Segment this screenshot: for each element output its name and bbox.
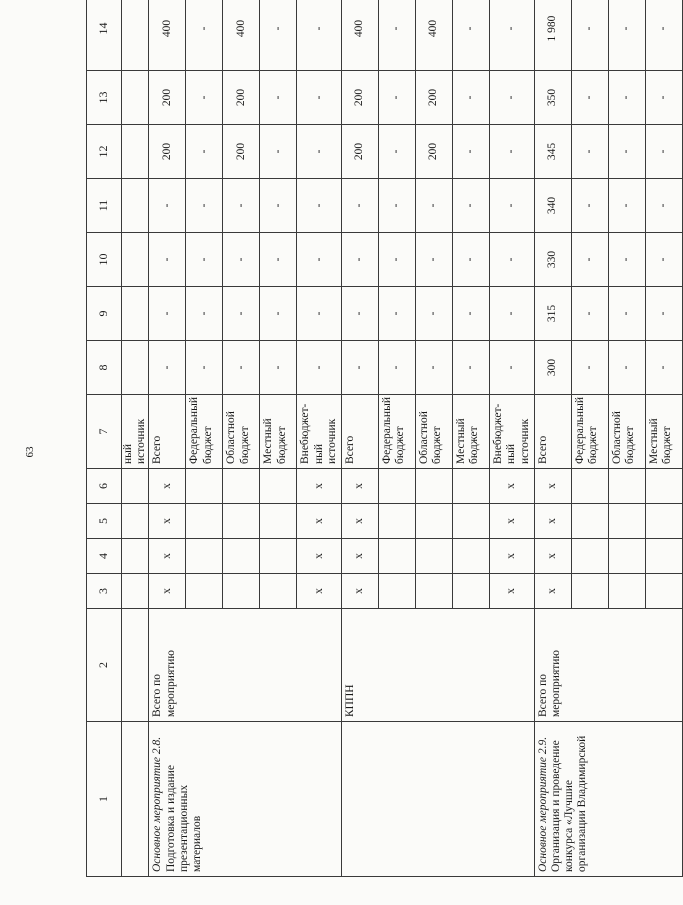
mark-cell: x (534, 504, 571, 539)
value-cell: - (571, 125, 608, 179)
continuation-row (122, 0, 149, 877)
value-cell: - (453, 287, 490, 341)
value-cell: - (608, 341, 645, 395)
value-cell: - (379, 179, 416, 233)
source-label: Всего (534, 395, 571, 469)
col-header: 12 (87, 125, 122, 179)
value-cell: - (297, 71, 342, 125)
value-cell: - (645, 287, 682, 341)
value-cell: - (379, 71, 416, 125)
mark-cell: x (149, 469, 186, 504)
value-cell: - (186, 0, 223, 71)
col-header: 9 (87, 287, 122, 341)
value-cell: - (453, 341, 490, 395)
value-cell: - (297, 287, 342, 341)
value-cell: - (490, 179, 535, 233)
value-cell: - (342, 341, 379, 395)
header-row (87, 0, 122, 877)
mark-cell: x (297, 574, 342, 609)
event-cell (534, 722, 682, 877)
value-cell: - (379, 233, 416, 287)
value-cell: - (260, 0, 297, 71)
mark-cell: x (342, 539, 379, 574)
event-title: Организация и проведение конкурса «Лучшие организации Владимирской (549, 735, 589, 872)
table-row (342, 0, 379, 877)
mark-cell: x (534, 574, 571, 609)
value-cell: - (453, 233, 490, 287)
value-cell: - (297, 179, 342, 233)
value-cell: - (223, 341, 260, 395)
mark-cell: x (149, 539, 186, 574)
source-label: Внебюджет-ный источник (490, 395, 535, 469)
value-cell: - (645, 341, 682, 395)
value-cell: - (608, 71, 645, 125)
value-cell: 315 (534, 287, 571, 341)
value-cell: - (608, 0, 645, 71)
value-cell: - (416, 287, 453, 341)
value-cell: 200 (342, 125, 379, 179)
col-header: 2 (87, 609, 122, 722)
value-cell: - (186, 179, 223, 233)
mark-cell: x (490, 469, 535, 504)
table-row (534, 0, 571, 877)
value-cell: - (645, 233, 682, 287)
value-cell: 400 (342, 0, 379, 71)
value-cell: - (297, 341, 342, 395)
value-cell: - (223, 233, 260, 287)
value-cell: - (490, 71, 535, 125)
value-cell: - (260, 341, 297, 395)
mark-cell: x (149, 504, 186, 539)
col-header: 13 (87, 71, 122, 125)
value-cell: 340 (534, 179, 571, 233)
value-cell: - (186, 287, 223, 341)
col-header: 3 (87, 574, 122, 609)
budget-table (86, 0, 683, 877)
value-cell: - (608, 287, 645, 341)
group-label: КППН (342, 609, 535, 722)
mark-cell: x (297, 469, 342, 504)
value-cell: 400 (416, 0, 453, 71)
value-cell: - (379, 0, 416, 71)
value-cell: 200 (149, 71, 186, 125)
value-cell: - (379, 125, 416, 179)
table-row (149, 0, 186, 877)
value-cell: - (379, 341, 416, 395)
rotated-table-wrapper (86, 15, 673, 877)
value-cell: - (223, 179, 260, 233)
value-cell: - (186, 233, 223, 287)
value-cell: - (149, 287, 186, 341)
source-label: Внебюджет-ный источник (297, 395, 342, 469)
mark-cell: x (490, 539, 535, 574)
source-label: Федеральный бюджет (571, 395, 608, 469)
value-cell: 330 (534, 233, 571, 287)
value-cell: - (453, 125, 490, 179)
value-cell: - (149, 179, 186, 233)
mark-cell: x (342, 469, 379, 504)
value-cell: - (149, 341, 186, 395)
source-label: Областной бюджет (608, 395, 645, 469)
value-cell: - (297, 0, 342, 71)
value-cell: 345 (534, 125, 571, 179)
value-cell: - (453, 71, 490, 125)
value-cell: - (645, 125, 682, 179)
mark-cell: x (534, 539, 571, 574)
value-cell: - (223, 287, 260, 341)
col-header: 5 (87, 504, 122, 539)
value-cell: 200 (416, 125, 453, 179)
event-cell (342, 722, 535, 877)
value-cell: - (571, 287, 608, 341)
value-cell: - (608, 125, 645, 179)
value-cell: - (186, 341, 223, 395)
value-cell: - (571, 341, 608, 395)
mark-cell: x (342, 574, 379, 609)
value-cell: - (342, 233, 379, 287)
value-cell: 200 (342, 71, 379, 125)
value-cell: - (342, 179, 379, 233)
event-number: Основное мероприятие 2.8. (151, 736, 164, 872)
value-cell: - (608, 179, 645, 233)
source-label: Федеральный бюджет (379, 395, 416, 469)
source-label: Областной бюджет (223, 395, 260, 469)
value-cell: - (416, 341, 453, 395)
value-cell: - (490, 0, 535, 71)
value-cell: - (571, 179, 608, 233)
value-cell: - (260, 179, 297, 233)
event-cell (149, 722, 342, 877)
value-cell: - (645, 179, 682, 233)
page-number: 63 (24, 446, 36, 458)
mark-cell: x (149, 574, 186, 609)
event-number: Основное мероприятие 2.9. (536, 736, 549, 872)
value-cell: - (608, 233, 645, 287)
group-label: Всего по мероприятию (149, 609, 342, 722)
value-cell: - (571, 71, 608, 125)
value-cell: - (490, 125, 535, 179)
value-cell: - (342, 287, 379, 341)
value-cell: - (571, 0, 608, 71)
value-cell: - (260, 233, 297, 287)
value-cell: 200 (149, 125, 186, 179)
value-cell: - (416, 233, 453, 287)
source-label: Местный бюджет (645, 395, 682, 469)
col-header: 1 (87, 722, 122, 877)
mark-cell: x (490, 504, 535, 539)
col-header: 10 (87, 233, 122, 287)
value-cell: - (453, 179, 490, 233)
value-cell: - (645, 0, 682, 71)
value-cell: 400 (149, 0, 186, 71)
col-header: 4 (87, 539, 122, 574)
value-cell: - (645, 71, 682, 125)
value-cell: - (571, 233, 608, 287)
col-header: 14 (87, 0, 122, 71)
value-cell: 350 (534, 71, 571, 125)
value-cell: - (297, 233, 342, 287)
mark-cell: x (342, 504, 379, 539)
value-cell: 200 (223, 125, 260, 179)
source-label: Всего (149, 395, 186, 469)
value-cell: - (260, 125, 297, 179)
value-cell: 300 (534, 341, 571, 395)
event-title: Подготовка и издание презентационных материалов (164, 765, 204, 872)
value-cell: - (453, 0, 490, 71)
source-label: Всего (342, 395, 379, 469)
value-cell: 1 980 (534, 0, 571, 71)
value-cell: - (379, 287, 416, 341)
value-cell: 400 (223, 0, 260, 71)
value-cell: - (416, 179, 453, 233)
value-cell: - (490, 341, 535, 395)
col-header: 8 (87, 341, 122, 395)
value-cell: - (149, 233, 186, 287)
mark-cell: x (490, 574, 535, 609)
source-label: Федеральный бюджет (186, 395, 223, 469)
mark-cell: x (297, 539, 342, 574)
group-label: Всего по мероприятию (534, 609, 682, 722)
mark-cell: x (297, 504, 342, 539)
value-cell: - (490, 233, 535, 287)
source-label: Местный бюджет (260, 395, 297, 469)
col-header: 6 (87, 469, 122, 504)
col-header: 7 (87, 395, 122, 469)
col-header: 11 (87, 179, 122, 233)
value-cell: - (260, 71, 297, 125)
source-label: Областной бюджет (416, 395, 453, 469)
value-cell: - (260, 287, 297, 341)
value-cell: - (186, 71, 223, 125)
mark-cell: x (534, 469, 571, 504)
value-cell: - (186, 125, 223, 179)
source-label: Местный бюджет (453, 395, 490, 469)
value-cell: 200 (223, 71, 260, 125)
value-cell: 200 (416, 71, 453, 125)
value-cell: - (297, 125, 342, 179)
continuation-label: ный источник (122, 395, 149, 469)
value-cell: - (490, 287, 535, 341)
